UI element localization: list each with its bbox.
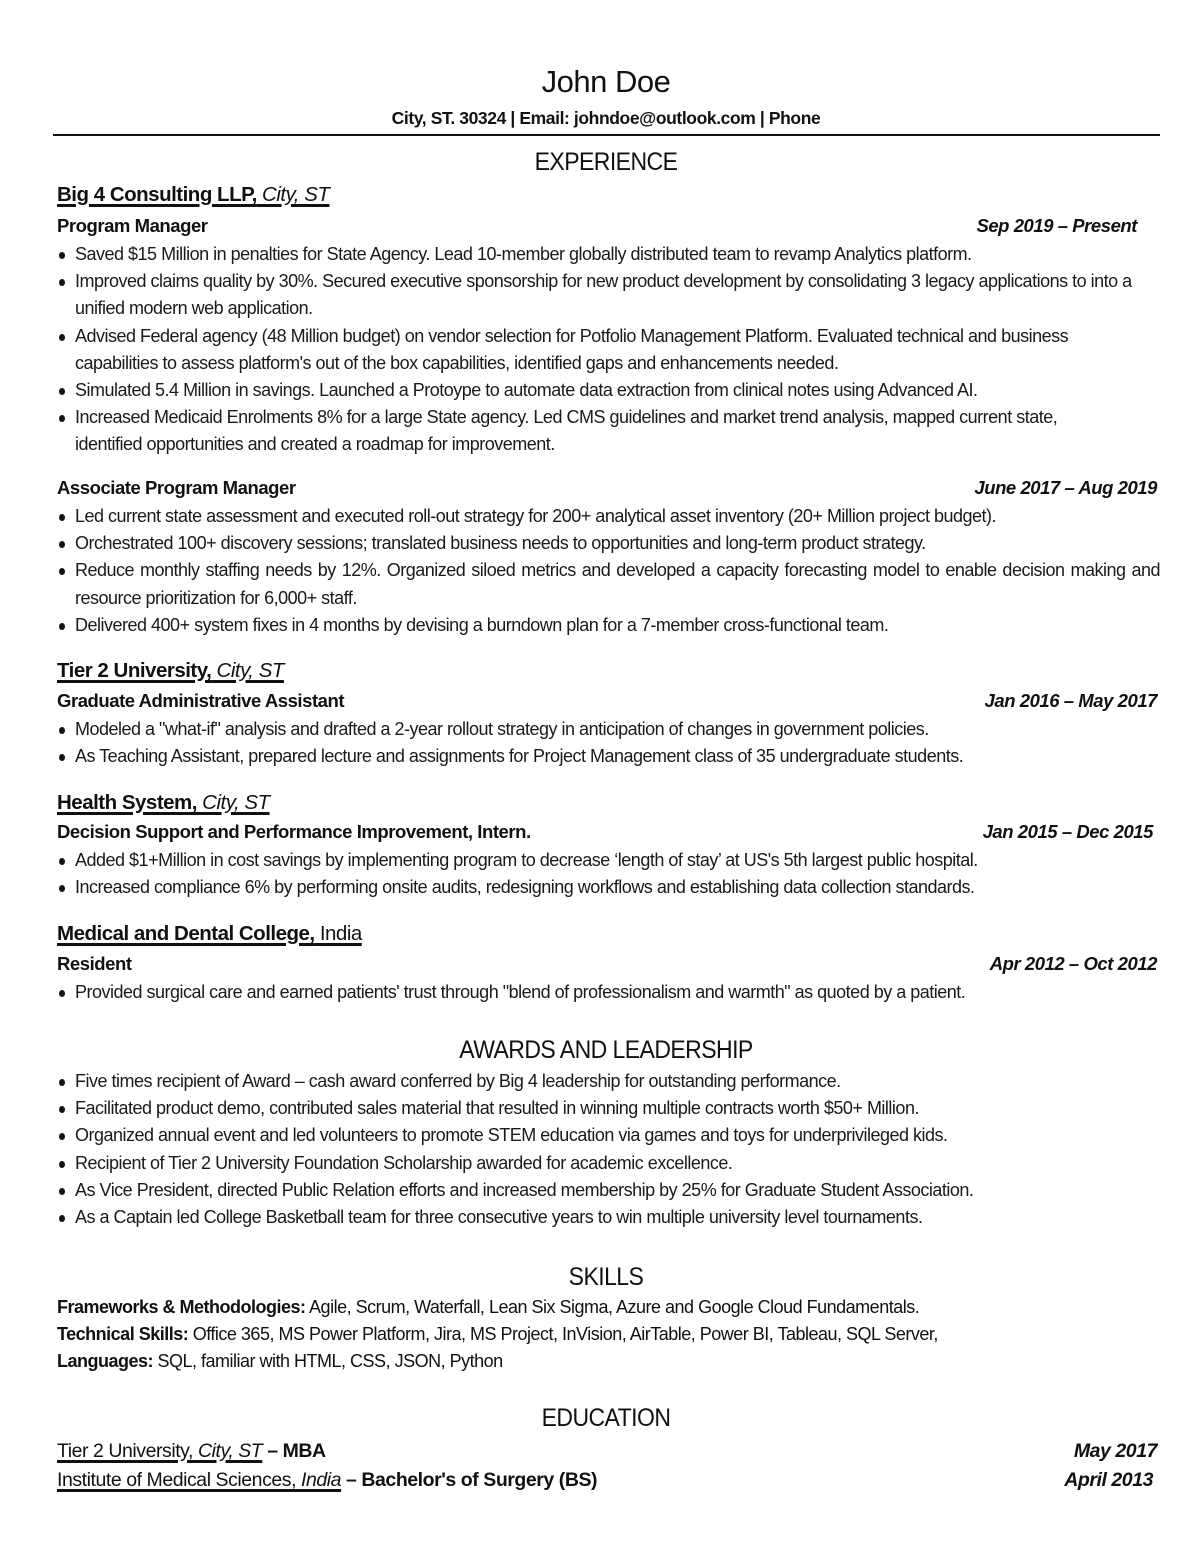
role-row [57, 213, 1137, 239]
org-location: City, ST [256, 183, 330, 206]
skill-value: Office 365, MS Power Platform, Jira, MS Project, InVision, AirTable, Power BI, Tableau, SQL Server, [188, 1324, 938, 1344]
role-title: Graduate Administrative Assistant [57, 690, 345, 711]
list-item: Five times recipient of Award – cash award conferred by Big 4 leadership for outstanding performance. [57, 1068, 1160, 1095]
awards-list [57, 1068, 1160, 1231]
list-item: Reduce monthly staffing needs by 12%. Organized siloed metrics and developed a capacity forecasting model to enable decision making and resource prioritization for 6,000+ staff. [57, 557, 1160, 611]
bullet-list [57, 716, 1160, 770]
list-item: Increased compliance 6% by performing onsite audits, redesigning workflows and establishing data collection standards. [57, 874, 1160, 901]
role-title: Decision Support and Performance Improvement, Intern. [57, 821, 531, 842]
role-dates: June 2017 – Aug 2019 [974, 477, 1157, 498]
section-title-education: EDUCATION [541, 1404, 671, 1432]
role-row [57, 688, 1157, 714]
list-item: As Vice President, directed Public Relation efforts and increased membership by 25% for Graduate Student Association. [57, 1177, 1160, 1204]
education-institution: Institute of Medical Sciences, [57, 1469, 302, 1491]
role-row [57, 475, 1157, 501]
bullet-list [57, 847, 1160, 901]
list-item: Added $1+Million in cost savings by implementing program to decrease ‘length of stay’ at US's 5th largest public hospital. [57, 847, 1160, 874]
education-row [57, 1437, 1157, 1465]
education-date: April 2013 [1064, 1469, 1153, 1491]
header-divider [53, 134, 1160, 136]
section-title-skills: SKILLS [568, 1263, 644, 1291]
role-row [57, 819, 1153, 845]
role-dates: Apr 2012 – Oct 2012 [989, 953, 1157, 974]
list-item: Modeled a "what-if" analysis and drafted a 2-year rollout strategy in anticipation of changes in government policies. [57, 716, 1160, 743]
list-item: As a Captain led College Basketball team for three consecutive years to win multiple university level tournaments. [57, 1204, 1160, 1231]
skill-row [57, 1294, 1160, 1321]
org-heading [57, 790, 270, 816]
list-item: Led current state assessment and executed roll-out strategy for 200+ analytical asset inventory (20+ Million project budget). [57, 503, 1160, 530]
education-date: May 2017 [1073, 1440, 1157, 1462]
list-item: Simulated 5.4 Million in savings. Launched a Protoype to automate data extraction from clinical notes using Advanced AI. [57, 377, 1160, 404]
list-item: Advised Federal agency (48 Million budget) on vendor selection for Potfolio Management Platform. Evaluated technical and business capabilities to assess platform's out of the box capabilities, identified gaps and enhancements needed. [57, 323, 1160, 377]
education-degree: – MBA [262, 1440, 326, 1462]
skill-value: Agile, Scrum, Waterfall, Lean Six Sigma, Azure and Google Cloud Fundamentals. [305, 1297, 920, 1317]
org-heading [57, 658, 284, 684]
contact-line: City, ST. 30324 | Email: johndoe@outlook.com | Phone [391, 108, 821, 128]
skill-label: Frameworks & Methodologies: [57, 1297, 306, 1317]
bullet-list [57, 979, 1160, 1006]
list-item: Recipient of Tier 2 University Foundation Scholarship awarded for academic excellence. [57, 1150, 1160, 1177]
skill-label: Languages: [57, 1351, 154, 1371]
bullet-list [57, 241, 1160, 459]
list-item: Orchestrated 100+ discovery sessions; translated business needs to opportunities and long-term product strategy. [57, 530, 1160, 557]
list-item: Delivered 400+ system fixes in 4 months by devising a burndown plan for a 7-member cross-functional team. [57, 612, 1160, 639]
list-item: Increased Medicaid Enrolments 8% for a large State agency. Led CMS guidelines and market trend analysis, mapped current state, identified opportunities and created a roadmap for improvement. [57, 404, 1160, 458]
list-item: Provided surgical care and earned patients' trust through "blend of professionalism and warmth" as quoted by a patient. [57, 979, 1160, 1006]
org-name: Health System, [57, 791, 197, 814]
list-item: As Teaching Assistant, prepared lecture and assignments for Project Management class of 35 undergraduate students. [57, 743, 1160, 770]
skill-label: Technical Skills: [57, 1324, 189, 1344]
role-dates: Sep 2019 – Present [976, 215, 1137, 236]
list-item: Improved claims quality by 30%. Secured executive sponsorship for new product development by consolidating 3 legacy applications to into a unified modern web application. [57, 268, 1160, 322]
org-name: Medical and Dental College, [57, 922, 315, 945]
org-heading [57, 921, 362, 947]
role-title: Resident [57, 953, 132, 974]
education-row [57, 1466, 1153, 1494]
bullet-list [57, 503, 1160, 639]
org-name: Big 4 Consulting LLP, [57, 183, 257, 206]
section-title-awards: AWARDS AND LEADERSHIP [459, 1036, 753, 1064]
org-heading [57, 182, 329, 208]
skill-row [57, 1348, 1160, 1375]
skill-value: SQL, familiar with HTML, CSS, JSON, Python [153, 1351, 503, 1371]
education-institution: Tier 2 University, [57, 1440, 198, 1462]
role-title: Associate Program Manager [57, 477, 296, 498]
list-item: Saved $15 Million in penalties for State Agency. Lead 10-member globally distributed team to revamp Analytics platform. [57, 241, 1160, 268]
list-item: Facilitated product demo, contributed sales material that resulted in winning multiple contracts worth $50+ Million. [57, 1095, 1160, 1122]
candidate-name: John Doe [541, 64, 671, 99]
org-location: City, ST [196, 791, 270, 814]
org-location: India [314, 922, 362, 945]
skill-row [57, 1321, 1160, 1348]
org-name: Tier 2 University, [57, 659, 212, 682]
role-dates: Jan 2016 – May 2017 [984, 690, 1157, 711]
list-item: Organized annual event and led volunteers to promote STEM education via games and toys for underprivileged kids. [57, 1122, 1160, 1149]
org-location: City, ST [211, 659, 284, 682]
education-location: City, ST [197, 1440, 263, 1462]
education-degree: – Bachelor's of Surgery (BS) [341, 1469, 598, 1491]
role-title: Program Manager [57, 215, 208, 236]
skills-block [57, 1294, 1160, 1375]
education-location: India [301, 1469, 342, 1491]
role-dates: Jan 2015 – Dec 2015 [982, 821, 1153, 842]
section-title-experience: EXPERIENCE [534, 148, 678, 176]
role-row [57, 951, 1157, 977]
